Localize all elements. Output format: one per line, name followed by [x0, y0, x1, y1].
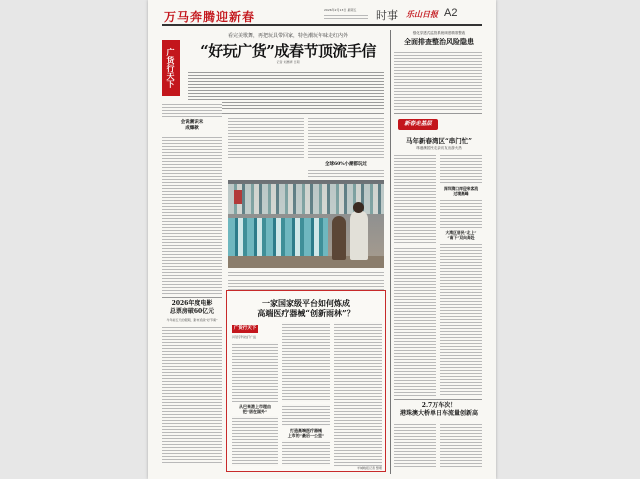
- feature-title-1: 一家国家级平台如何炼成: [262, 298, 350, 308]
- photo-display-red: [234, 190, 242, 204]
- header-slogan: 万马奔腾迎新春: [164, 10, 256, 24]
- column-tag-label: 广货行天下: [166, 48, 176, 88]
- right-text-3: [440, 153, 482, 183]
- column-tag: [162, 40, 180, 96]
- feature-tag-sub: 肖冠宇科技打广货: [232, 335, 257, 339]
- feature-sub-2: 把“居在国外”: [242, 409, 268, 414]
- left-col-subhead-1: [166, 120, 218, 132]
- feature-sub-3: 打造高端医疗器械: [290, 428, 322, 433]
- left-sub-3: 2026年度电影: [171, 300, 213, 307]
- right-text-4: [440, 198, 482, 228]
- feature-subhead-2: [282, 428, 330, 438]
- right-headline-3b: 港珠澳大桥单日车流量创新高: [399, 410, 478, 417]
- feature-title-2: 高端医疗器械“创新雨林”？: [257, 308, 355, 318]
- feature-subhead-1: [232, 404, 278, 414]
- feature-text-4: [232, 416, 278, 466]
- header-meta: [324, 13, 368, 20]
- feature-text-2: [282, 322, 330, 402]
- lead-kicker: 看完美歌舞，再把玩具带回家，特色潮玩年味走红内外: [227, 33, 348, 39]
- photo-shopper-2-head: [353, 202, 364, 213]
- right-sub-3: 深圳湾口岸迎来客流: [443, 186, 479, 191]
- mid-col-text-3: [308, 168, 384, 178]
- right-headline: 全面排查整治风险隐患: [404, 37, 474, 46]
- right-text-1: [394, 50, 482, 110]
- right-text-2: [394, 153, 436, 243]
- right-headline-3: [392, 402, 486, 418]
- right-sub-6: “南下”双向奔赴: [447, 235, 475, 240]
- left-col-text-2: [162, 135, 222, 295]
- feature-text-6: [282, 440, 330, 466]
- left-sub-4: 总票房破60亿元: [169, 308, 215, 315]
- mid-col-text-2: [308, 116, 384, 158]
- photo-shopper-1: [332, 216, 346, 260]
- right-rule-1: [394, 113, 482, 114]
- feature-credit: 羊城晚报记者 整理: [357, 466, 382, 470]
- header-section: 时事: [376, 9, 398, 22]
- right-kicker: 强化穿透式监管系统调度精准整改: [412, 31, 466, 35]
- left-lower-kicker: 今年前五天的假期，影市延续“好节奏”: [166, 318, 218, 322]
- lead-headline: “好玩广货”成春节顶流手信: [200, 42, 376, 60]
- right-text-6: [440, 242, 482, 396]
- right-column-divider: [390, 30, 391, 474]
- lead-byline: 记者 刘惠晴 日期: [276, 60, 300, 64]
- feature-sub-1: 从巴来港上市理由: [239, 404, 271, 409]
- right-sub-2: 珠港澳居民走亲访友出游火热: [416, 146, 462, 150]
- right-text-8: [440, 422, 482, 468]
- photo-caption: [228, 270, 384, 276]
- feature-headline: [230, 298, 382, 318]
- right-headline-3a: 2.7万车次！: [421, 402, 457, 409]
- mid-subhead-1: 全球60%小潮都玩过: [324, 162, 368, 167]
- mid-col-text-1: [228, 116, 304, 158]
- header-date: 2026年2月13日 星期五: [324, 8, 357, 12]
- right-headline-2: 马年新春湾区“串门忙”: [406, 137, 472, 145]
- right-rule-2: [394, 399, 482, 400]
- header-paper-name: 乐山日报: [406, 9, 438, 19]
- feature-text-5: [282, 404, 330, 426]
- right-text-7: [394, 422, 436, 468]
- feature-text-3: [334, 322, 382, 467]
- left-sub-1: 会说潮识未: [180, 120, 204, 125]
- lead-photo: [228, 180, 384, 268]
- new-spring-badge: [398, 119, 438, 130]
- header-rule: [162, 24, 482, 26]
- right-sub-5: 大湾区居民“北上”: [445, 230, 477, 235]
- photo-shopper-2: [350, 210, 368, 260]
- left-lower-rule: [162, 297, 222, 298]
- feature-text-1: [232, 342, 278, 402]
- right-sub-4: 过境高峰: [453, 191, 469, 196]
- right-subhead-b: [440, 230, 482, 240]
- feature-sub-4: 上市的“最后一公里”: [287, 433, 325, 438]
- left-col-text-1: [162, 102, 222, 118]
- left-col-text-3: [162, 325, 222, 465]
- header-page: A2: [444, 7, 458, 19]
- newspaper-page: [148, 0, 496, 479]
- left-sub-2: 成爆款: [185, 126, 199, 131]
- right-text-5: [394, 246, 436, 396]
- photo-shelf-lower: [228, 218, 328, 256]
- right-subhead-a: [440, 186, 482, 196]
- new-spring-badge-label: 新春走基层: [404, 121, 432, 127]
- left-lower-headline: [162, 300, 222, 316]
- feature-tag: [232, 325, 258, 333]
- feature-tag-label: 广货行天下: [233, 326, 257, 331]
